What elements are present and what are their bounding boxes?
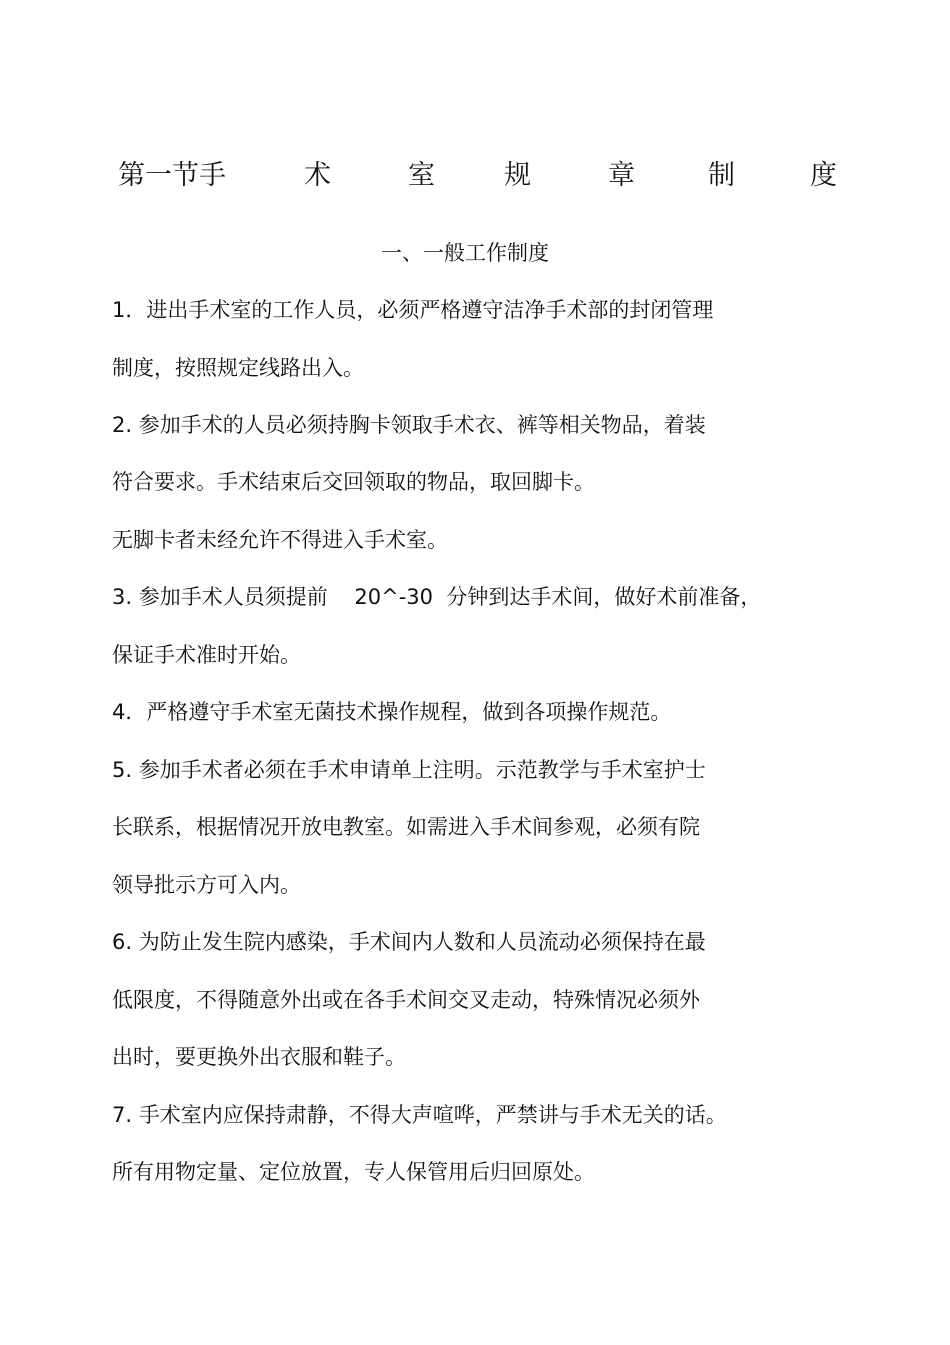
paragraph-line: 所有用物定量、定位放置，专人保管用后归回原处。 [112,1160,595,1184]
paragraph-line: 1．进出手术室的工作人员，必须严格遵守洁净手术部的封闭管理 [112,298,714,322]
title-part: 章 [608,160,635,191]
paragraph-line: 2. 参加手术的人员必须持胸卡领取手术衣、裤等相关物品，着装 [112,413,706,437]
section-title [118,156,838,196]
paragraph-line: 7. 手术室内应保持肃静，不得大声喧哗，严禁讲与手术无关的话。 [112,1103,727,1127]
title-part: 室 [408,160,435,191]
paragraph-line: 5. 参加手术者必须在手术申请单上注明。示范教学与手术室护士 [112,758,706,782]
title-part: 规 [504,160,531,191]
subsection-heading: 一、一般工作制度 [381,241,549,265]
title-part: 术 [304,160,331,191]
paragraph-line: 长联系，根据情况开放电教室。如需进入手术间参观，必须有院 [112,815,700,839]
paragraph-line: 出时，要更换外出衣服和鞋子。 [112,1045,406,1069]
paragraph-line: 无脚卡者未经允许不得进入手术室。 [112,528,448,552]
paragraph-line: 4．严格遵守手术室无菌技术操作规程，做到各项操作规范。 [112,700,672,724]
title-part: 第一节手 [118,160,226,191]
title-part: 制 [708,160,735,191]
title-part: 度 [810,160,837,191]
paragraph-line: 保证手术准时开始。 [112,643,301,667]
paragraph-line: 制度，按照规定线路出入。 [112,356,364,380]
paragraph-line: 低限度，不得随意外出或在各手术间交叉走动，特殊情况必须外 [112,988,700,1012]
paragraph-line: 6. 为防止发生院内感染，手术间内人数和人员流动必须保持在最 [112,930,706,954]
paragraph-line: 3. 参加手术人员须提前 20^-30 分钟到达手术间，做好术前准备， [112,585,762,609]
paragraph-line: 领导批示方可入内。 [112,873,301,897]
paragraph-line: 符合要求。手术结束后交回领取的物品，取回脚卡。 [112,470,595,494]
